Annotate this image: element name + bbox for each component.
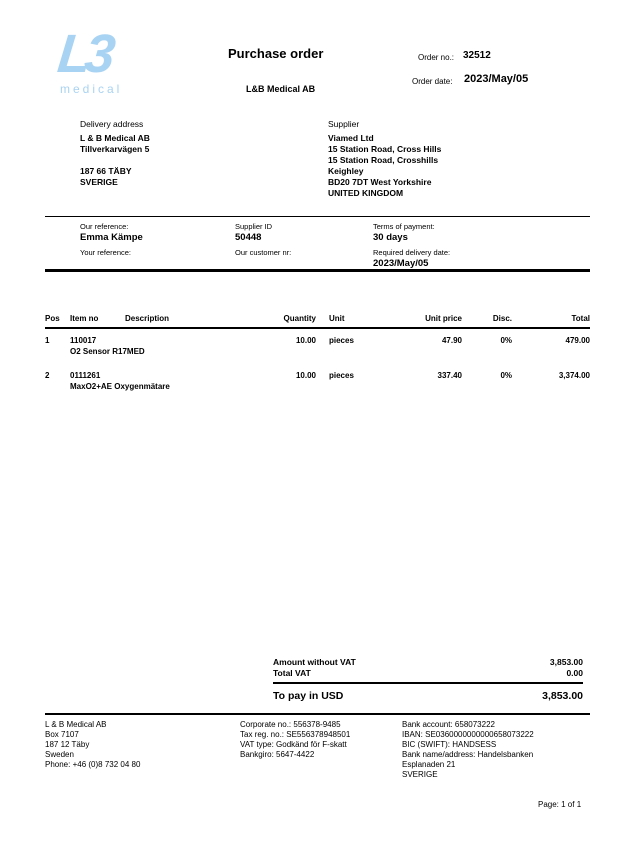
table-row-main: [45, 336, 590, 345]
required-delivery-date-field: [373, 248, 450, 269]
required-delivery-date-value: 2023/May/05: [373, 258, 429, 269]
to-pay-row: [273, 682, 583, 702]
document-title: Purchase order: [228, 46, 324, 61]
footer-line: L & B Medical AB: [45, 720, 107, 729]
cell-unit: pieces: [329, 336, 354, 345]
divider-line: [45, 216, 590, 217]
header-quantity: Quantity: [283, 314, 316, 323]
your-reference-label: Your reference:: [80, 248, 132, 257]
cell-item-no: 110017: [70, 336, 97, 345]
delivery-address-line: 187 66 TÄBY: [80, 166, 132, 176]
our-reference-value: Emma Kämpe: [80, 232, 143, 243]
supplier-address-block: [328, 119, 568, 199]
line-items-table: [45, 314, 590, 391]
cell-pos: 1: [45, 336, 50, 345]
supplier-address-line: 15 Station Road, Cross Hills: [328, 144, 442, 154]
footer-line: VAT type: Godkänd för F-skatt: [240, 740, 347, 749]
header-unit-price: Unit price: [425, 314, 462, 323]
company-logo: [48, 24, 168, 96]
footer-line: Bank account: 658073222: [402, 720, 495, 729]
delivery-address-line: SVERIGE: [80, 177, 118, 187]
supplier-id-value: 50448: [235, 232, 262, 243]
supplier-id-field: [235, 222, 272, 243]
footer-line: Sweden: [45, 750, 74, 759]
footer-line: Phone: +46 (0)8 732 04 80: [45, 760, 141, 769]
footer-line: Bank name/address: Handelsbanken: [402, 750, 534, 759]
our-customer-nr-field: [235, 248, 291, 269]
delivery-address-line: Tillverkarvägen 5: [80, 144, 150, 154]
footer-divider-line: [45, 713, 590, 715]
header-description: Description: [125, 314, 170, 323]
your-reference-value: [80, 258, 131, 269]
footer-bank-column: [402, 720, 592, 780]
cell-unit-price: 337.40: [437, 371, 462, 380]
header-total: Total: [571, 314, 590, 323]
our-reference-label: Our reference:: [80, 222, 129, 231]
supplier-address-line: BD20 7DT West Yorkshire: [328, 177, 432, 187]
delivery-address-label: Delivery address: [80, 119, 144, 129]
totals-block: [273, 657, 583, 702]
our-customer-nr-value: [235, 258, 291, 269]
supplier-address-line: 15 Station Road, Crosshills: [328, 155, 439, 165]
to-pay-value: 3,853.00: [542, 690, 583, 702]
footer-line: BIC (SWIFT): HANDSESS: [402, 740, 497, 749]
terms-of-payment-value: 30 days: [373, 232, 408, 243]
table-row-main: [45, 371, 590, 380]
delivery-address-line: L & B Medical AB: [80, 133, 150, 143]
to-pay-label: To pay in USD: [273, 690, 344, 702]
cell-quantity: 10.00: [295, 336, 316, 345]
amount-without-vat-value: 3,853.00: [549, 657, 583, 667]
cell-description: [125, 336, 256, 345]
footer-company-column: [45, 720, 235, 770]
total-vat-value: 0.00: [566, 668, 583, 678]
total-vat-label: Total VAT: [273, 668, 311, 678]
table-row: [45, 371, 590, 391]
table-header-row: [45, 314, 590, 329]
cell-disc: 0%: [500, 336, 512, 345]
cell-item-no: 0111261: [70, 371, 101, 380]
delivery-address-block: [80, 119, 300, 188]
footer-line: Box 7107: [45, 730, 79, 739]
cell-disc: 0%: [500, 371, 512, 380]
footer-line: Corporate no.: 556378-9485: [240, 720, 341, 729]
terms-of-payment-field: [373, 222, 435, 243]
required-delivery-date-label: Required delivery date:: [373, 248, 451, 257]
supplier-id-label: Supplier ID: [235, 222, 273, 231]
footer-line: Bankgiro: 5647-4422: [240, 750, 315, 759]
footer-line: SVERIGE: [402, 770, 438, 779]
terms-of-payment-label: Terms of payment:: [373, 222, 435, 231]
issuer-company-name: L&B Medical AB: [246, 84, 316, 94]
our-reference-field: [80, 222, 143, 243]
supplier-label: Supplier: [328, 119, 360, 129]
cell-total: 479.00: [565, 336, 590, 345]
cell-unit: pieces: [329, 371, 354, 380]
logo-subtitle: medical: [60, 82, 123, 96]
delivery-address-line: [80, 155, 300, 166]
order-date-value: 2023/May/05: [464, 73, 529, 85]
cell-pos: 2: [45, 371, 50, 380]
page-number: Page: 1 of 1: [538, 800, 582, 809]
total-vat-row: [273, 668, 583, 679]
logo-mark-icon: L3: [54, 24, 113, 84]
amount-without-vat-row: [273, 657, 583, 668]
supplier-address-line: Keighley: [328, 166, 364, 176]
footer-registration-column: [240, 720, 400, 760]
order-number-label: Order no.:: [418, 53, 455, 62]
footer-line: IBAN: SE0360000000000658073222: [402, 730, 534, 739]
amount-without-vat-label: Amount without VAT: [273, 657, 356, 667]
divider-line-thick: [45, 269, 590, 272]
header-disc: Disc.: [492, 314, 512, 323]
order-date-label: Order date:: [412, 77, 453, 86]
our-customer-nr-label: Our customer nr:: [235, 248, 292, 257]
table-row: [45, 336, 590, 356]
order-number-value: 32512: [463, 50, 491, 61]
item-description: MaxO2+AE Oxygenmätare: [70, 382, 170, 391]
header-pos: Pos: [45, 314, 60, 323]
item-description: O2 Sensor R17MED: [70, 347, 145, 356]
cell-unit-price: 47.90: [441, 336, 462, 345]
footer-line: Esplanaden 21: [402, 760, 456, 769]
cell-description: [125, 371, 256, 380]
header-item-no: Item no: [70, 314, 99, 323]
header-unit: Unit: [329, 314, 345, 323]
cell-quantity: 10.00: [295, 371, 316, 380]
supplier-address-line: Viamed Ltd: [328, 133, 374, 143]
footer-line: Tax reg. no.: SE556378948501: [240, 730, 351, 739]
cell-total: 3,374.00: [558, 371, 590, 380]
supplier-address-line: UNITED KINGDOM: [328, 188, 404, 198]
footer-line: 187 12 Täby: [45, 740, 90, 749]
your-reference-field: [80, 248, 131, 269]
